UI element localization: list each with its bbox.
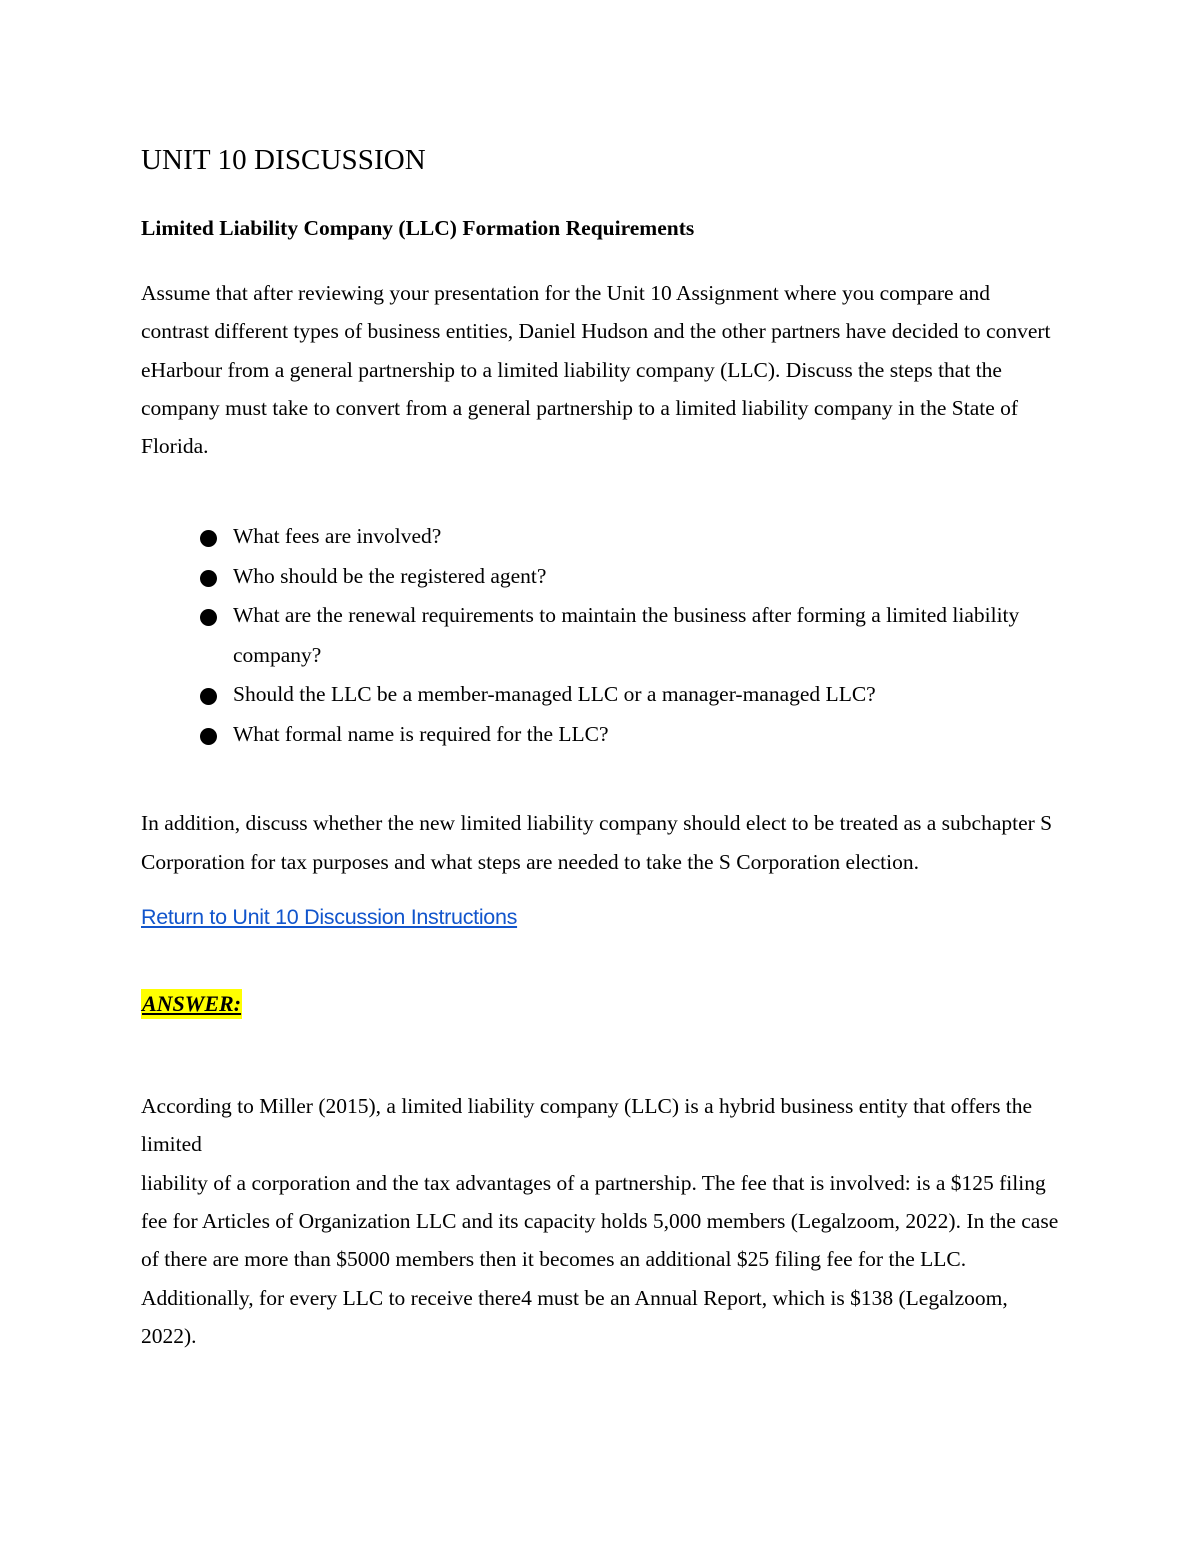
answer-line: liability of a corporation and the tax advantages of a partnership. The fee that is involved: is a $125 filing fee for Articles of Organization LLC and its capacity holds 5,000 members (Legalzoom, 2022). In the case of there are more than $5000 members then it becomes an additional $25 filing fee for the LLC. Additionally, for every LLC to receive there4 must be an Annual Report, which is $138 (Legalzoom, 2022). bbox=[141, 1170, 1059, 1348]
question-text: Who should be the registered agent? bbox=[233, 563, 547, 588]
document-body bbox=[141, 138, 1061, 1355]
answer-line: According to Miller (2015), a limited liability company (LLC) is a hybrid business entity that offers the limited bbox=[141, 1094, 1033, 1157]
bullet-icon bbox=[200, 570, 217, 587]
bullet-icon bbox=[200, 728, 217, 745]
document-title: UNIT 10 DISCUSSION bbox=[141, 144, 426, 176]
list-item bbox=[141, 675, 1061, 715]
answer-heading bbox=[141, 989, 1061, 1021]
return-to-instructions-link[interactable]: Return to Unit 10 Discussion Instructions bbox=[141, 905, 518, 930]
list-item bbox=[141, 596, 1061, 675]
bullet-icon bbox=[200, 609, 217, 626]
document-subtitle: Limited Liability Company (LLC) Formation Requirements bbox=[141, 216, 695, 240]
bullet-icon bbox=[200, 530, 217, 547]
question-text: What formal name is required for the LLC? bbox=[233, 721, 609, 746]
bullet-icon bbox=[200, 688, 217, 705]
question-text: Should the LLC be a member-managed LLC or a manager-managed LLC? bbox=[233, 682, 876, 707]
question-text: What fees are involved? bbox=[233, 524, 442, 549]
addition-paragraph: In addition, discuss whether the new limited liability company should elect to be treated as a subchapter S Corporation for tax purposes and what steps are needed to take the S Corporation election. bbox=[141, 811, 1053, 874]
answer-label: ANSWER: bbox=[141, 989, 242, 1019]
list-item bbox=[141, 517, 1061, 557]
list-item bbox=[141, 557, 1061, 597]
question-list bbox=[141, 517, 1061, 754]
prompt-paragraph: Assume that after reviewing your presentation for the Unit 10 Assignment where you compare and contrast different types of business entities, Daniel Hudson and the other partners have decided to convert eHarbour from a general partnership to a limited liability company (LLC). Discuss the steps that the company must take to convert from a general partnership to a limited liability company in the State of Florida. bbox=[141, 281, 1051, 459]
question-text: What are the renewal requirements to maintain the business after forming a limited liability company? bbox=[233, 603, 1020, 667]
answer-paragraph bbox=[141, 1087, 1061, 1355]
list-item bbox=[141, 715, 1061, 755]
